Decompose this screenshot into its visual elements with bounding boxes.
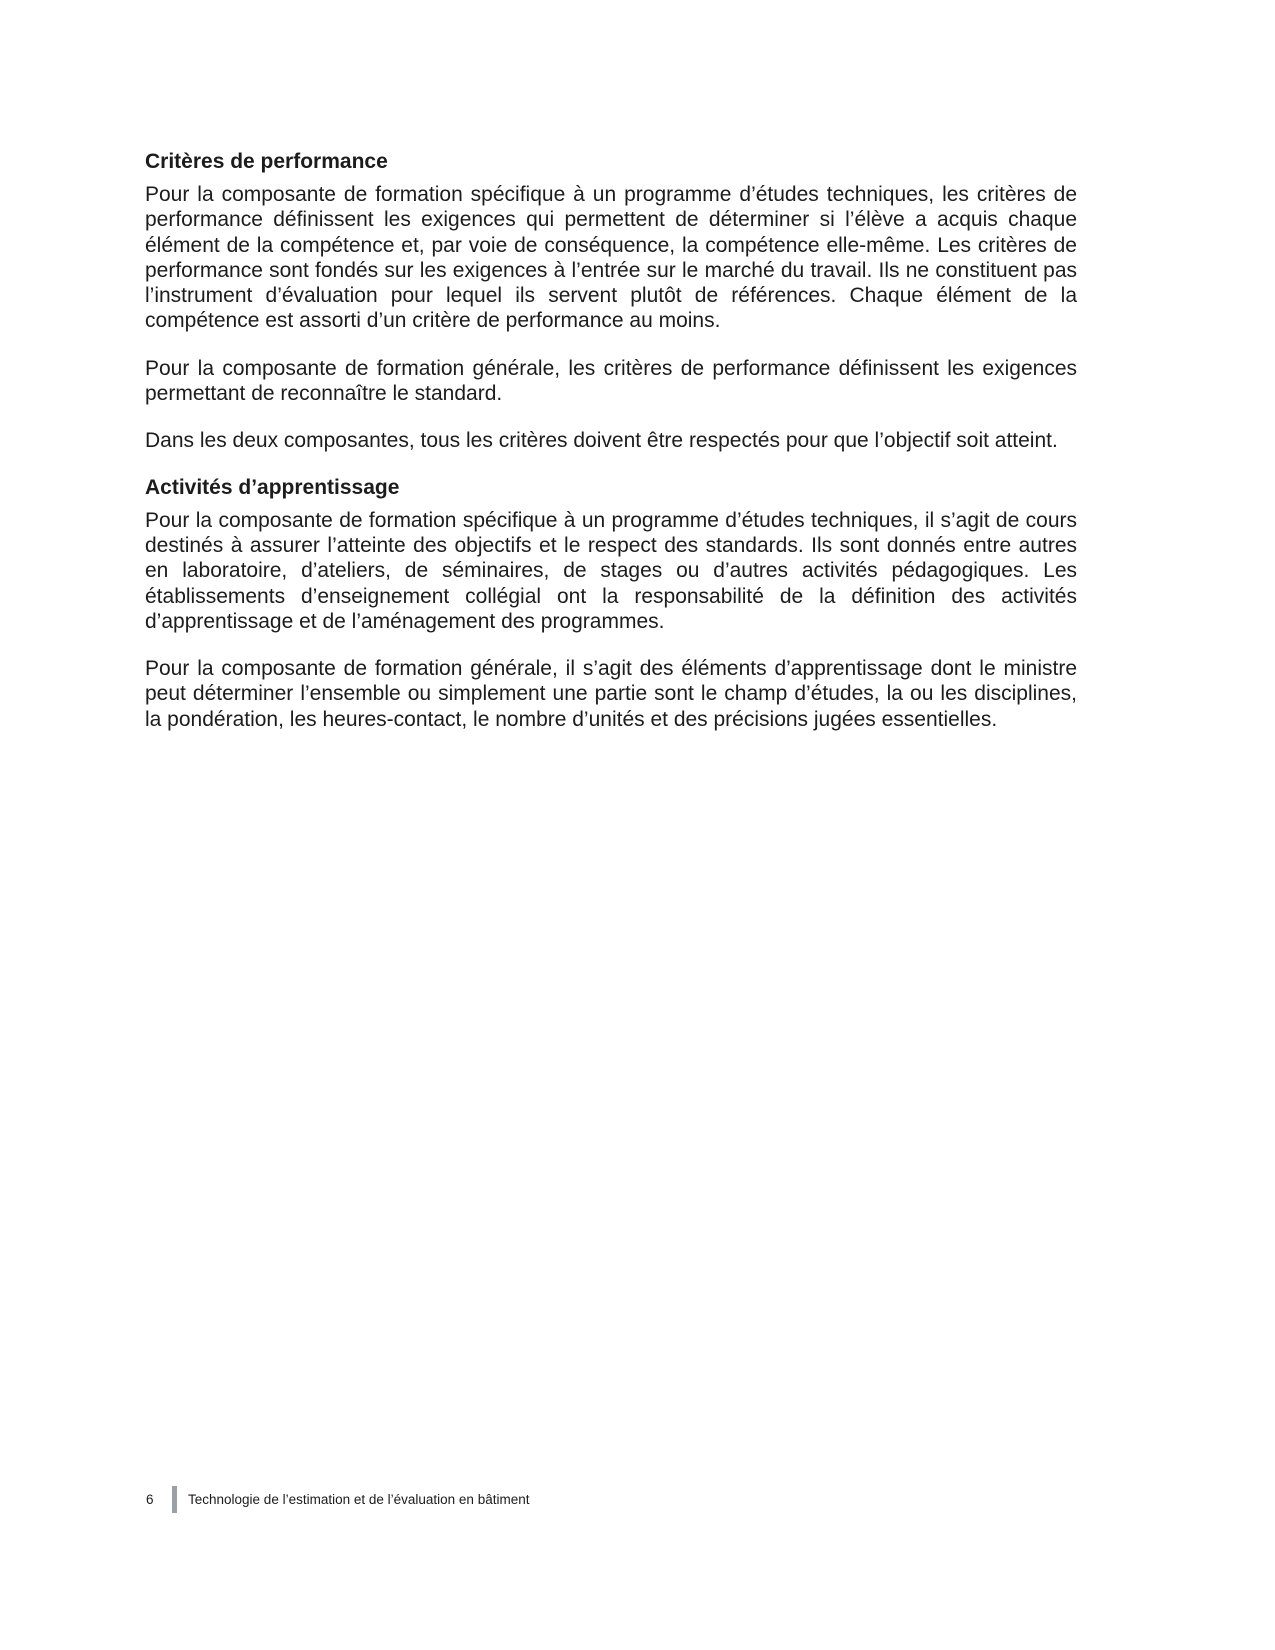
section-criteres-de-performance bbox=[145, 150, 1077, 454]
section-activites-dapprentissage bbox=[145, 476, 1077, 732]
paragraph: Dans les deux composantes, tous les critères doivent être respectés pour que l’objectif soit atteint. bbox=[145, 429, 1058, 453]
paragraph: Pour la composante de formation générale, il s’agit des éléments d’apprentissage dont le ministre peut déterminer l’ensemble ou simplement une partie sont le champ d’études, la ou les disciplines, la pondération, les heures-contact, le nombre d’unités et des précisions jugées essentielles. bbox=[145, 657, 1077, 731]
page-number: 6 bbox=[146, 1491, 154, 1507]
section-heading-activites-dapprentissage: Activités d’apprentissage bbox=[145, 475, 400, 499]
page-content bbox=[145, 150, 1077, 754]
section-heading-criteres-de-performance: Critères de performance bbox=[145, 150, 388, 173]
footer-divider-bar bbox=[172, 1486, 177, 1513]
footer-document-title: Technologie de l’estimation et de l’évaluation en bâtiment bbox=[188, 1491, 530, 1507]
paragraph: Pour la composante de formation spécifique à un programme d’études techniques, il s’agit de cours destinés à assurer l’atteinte des objectifs et le respect des standards. Ils sont donnés entre autres en laboratoire, d’ateliers, de séminaires, de stages ou d’autres activités pédagogiques. Les établissements d’enseignement collégial ont la responsabilité de la définition des activités d’apprentissage et de l’aménagement des programmes. bbox=[145, 508, 1077, 633]
paragraph: Pour la composante de formation spécifique à un programme d’études techniques, les critères de performance définissent les exigences qui permettent de déterminer si l’élève a acquis chaque élément de la compétence et, par voie de conséquence, la compétence elle-même. Les critères de performance sont fondés sur les exigences à l’entrée sur le marché du travail. Ils ne constituent pas l’instrument d’évaluation pour lequel ils servent plutôt de références. Chaque élément de la compétence est assorti d’un critère de performance au moins. bbox=[145, 183, 1077, 333]
page-footer bbox=[146, 1486, 529, 1513]
paragraph: Pour la composante de formation générale, les critères de performance définissent les exigences permettant de reconnaître le standard. bbox=[145, 356, 1077, 406]
